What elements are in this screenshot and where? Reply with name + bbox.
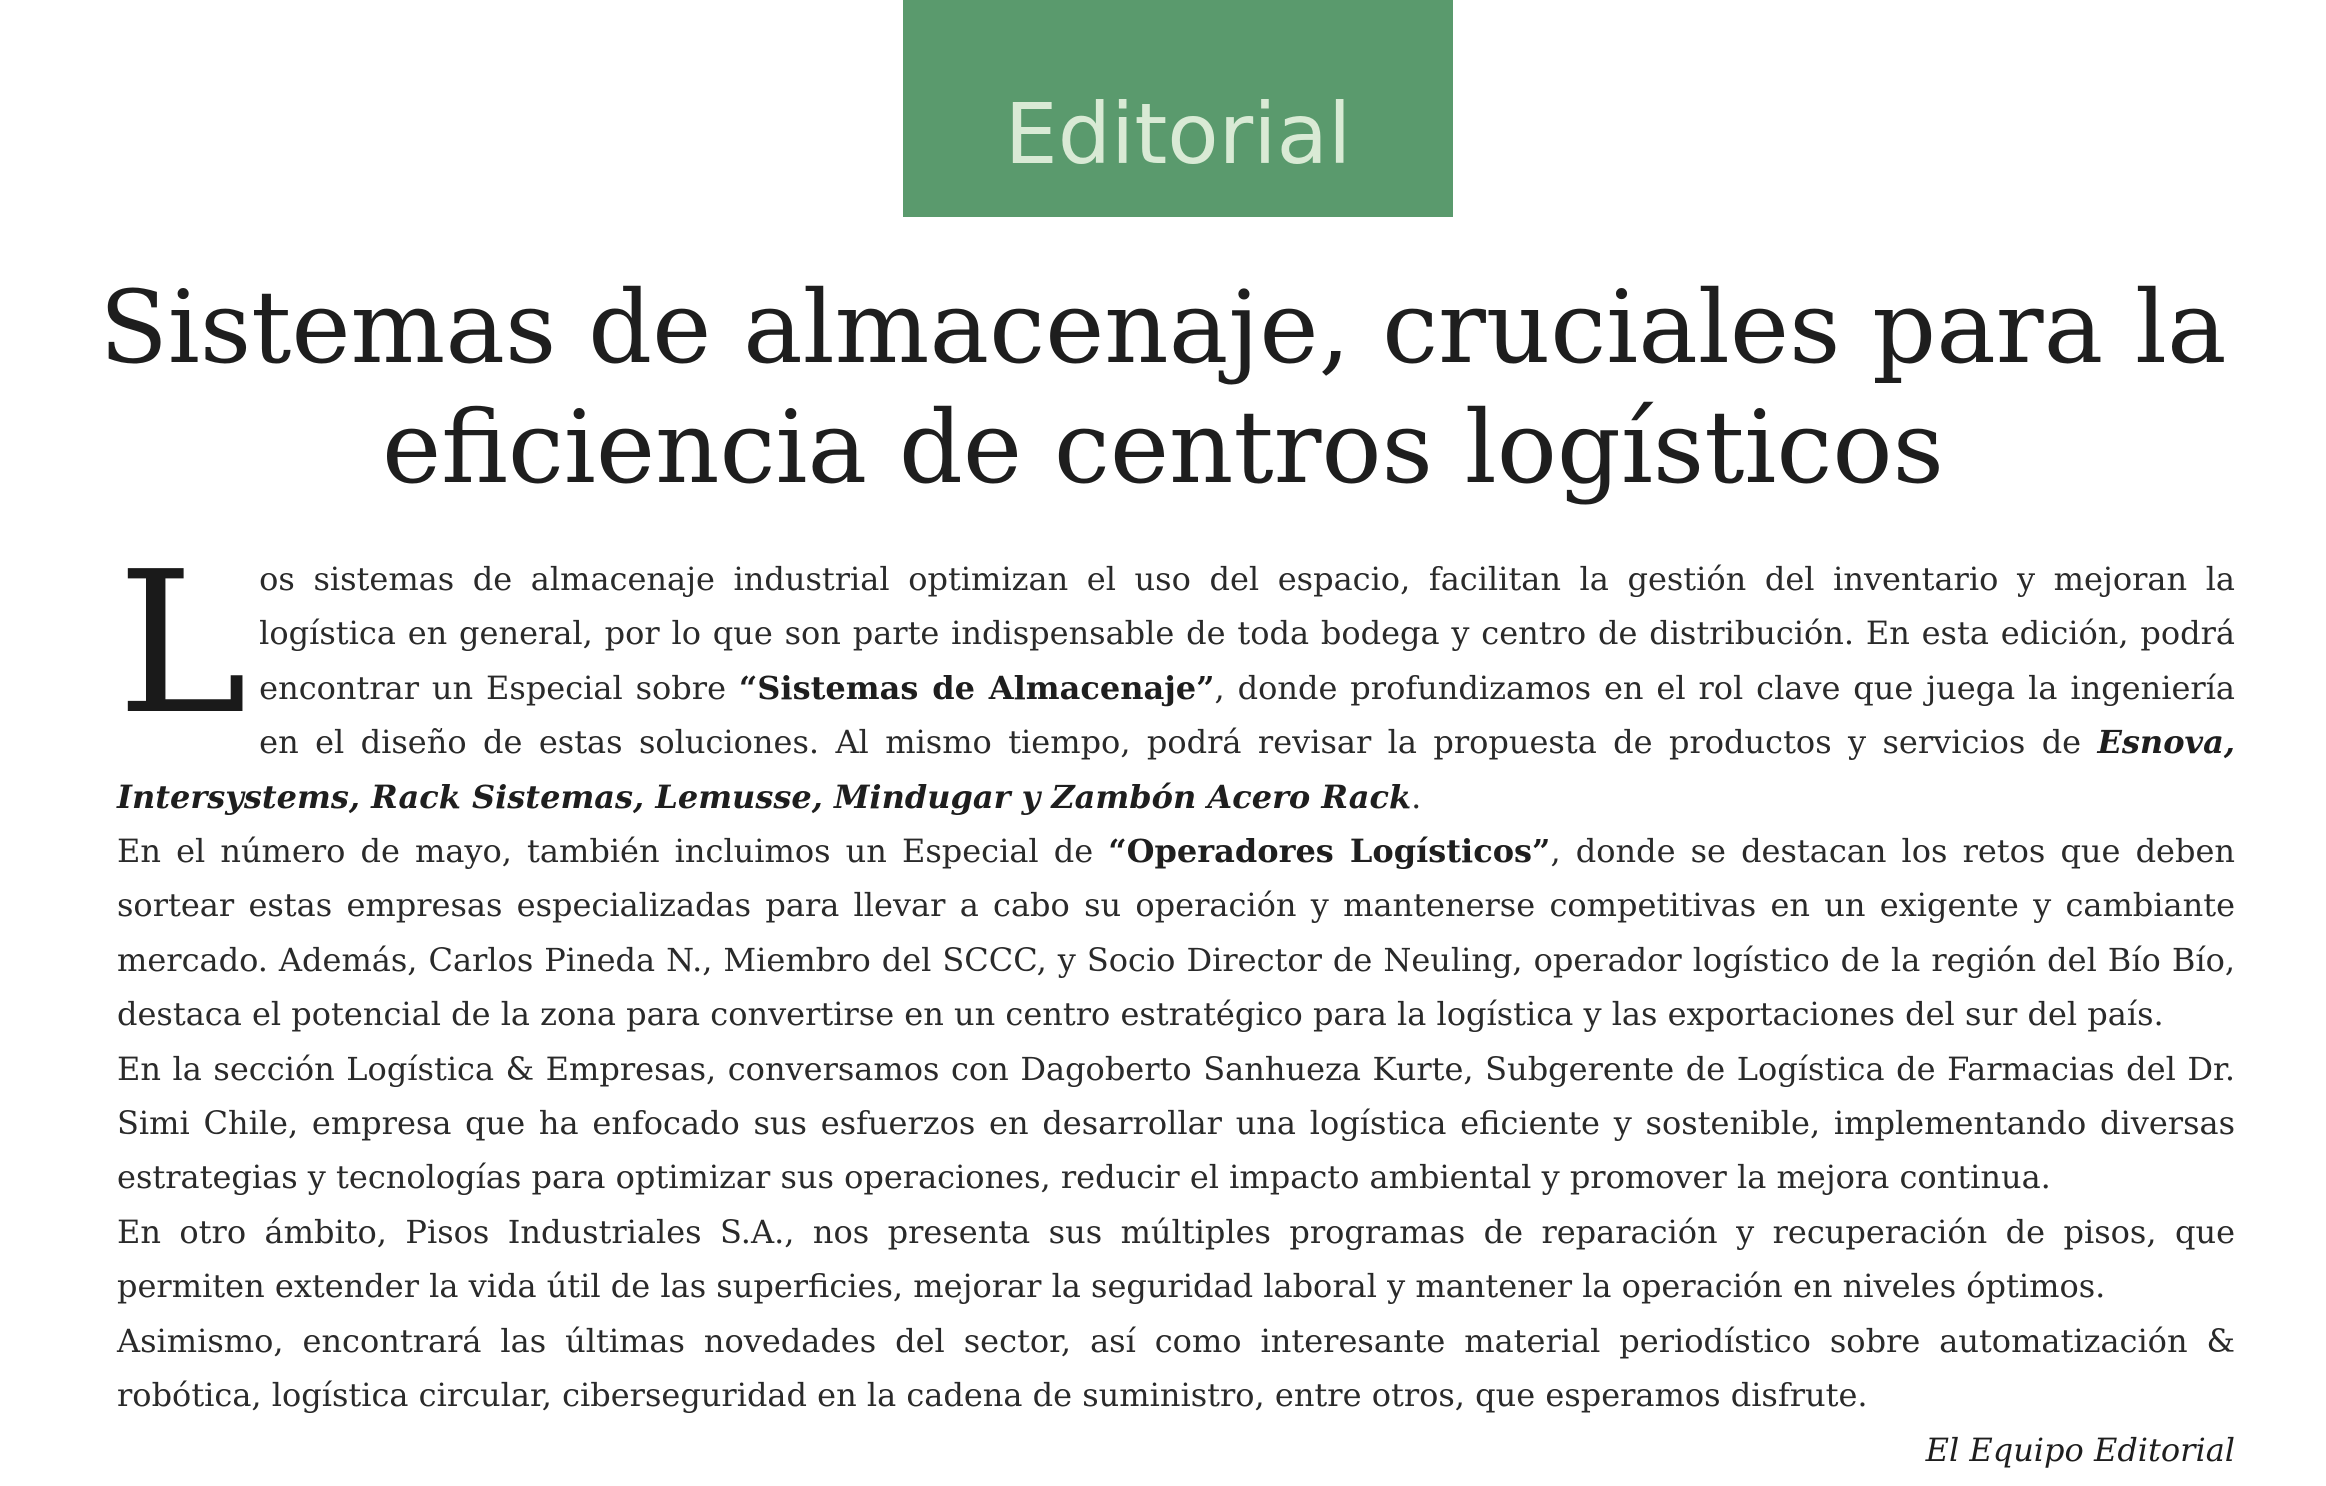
article-body	[117, 530, 2236, 1477]
paragraph-operators-text-1: En el número de mayo, también incluimos un Especial de	[117, 832, 1109, 871]
paragraph-operators	[117, 824, 2235, 1042]
special-storage-title: “Sistemas de Almacenaje”	[738, 668, 1215, 707]
signature: El Equipo Editorial	[1925, 1430, 2235, 1469]
paragraph-intro-text-1: os sistemas de almacenaje industrial optimizan el uso del espacio, facilitan la gestión del inventario y mejoran la logística en general, por lo que son parte indispensable de toda bodega y centro de distribución. En esta edición, podrá encontrar un Especial sobre	[259, 560, 2235, 707]
section-tab	[903, 0, 1453, 217]
paragraph-interview: En la sección Logística & Empresas, conversamos con Dagoberto Sanhueza Kurte, Subgerente de Logística de Farmacias del Dr. Simi Chile, empresa que ha enfocado sus esfuerzos en desarrollar una logística eficiente y sostenible, implementando diversas estrategias y tecnologías para optimizar sus operaciones, reducir el impacto ambiental y promover la mejora continua.	[117, 1049, 2235, 1197]
special-operators-title: “Operadores Logísticos”	[1108, 832, 1551, 871]
paragraph-intro-text-2: , donde profundizamos en el rol clave que juega la ingeniería en el diseño de estas soluciones. Al mismo tiempo, podrá revisar la propuesta de productos y servicios de	[259, 668, 2235, 762]
section-label: Editorial	[1004, 84, 1352, 183]
article-headline	[80, 268, 2246, 508]
paragraph-floors: En otro ámbito, Pisos Industriales S.A., nos presenta sus múltiples programas de reparación y recuperación de pisos, que permiten extender la vida útil de las superficies, mejorar la seguridad laboral y mantener la operación en niveles óptimos.	[117, 1212, 2235, 1306]
drop-cap: L	[117, 530, 248, 758]
paragraph-operators-text-2: , donde se destacan los retos que deben sortear estas empresas especializadas para llevar a cabo su operación y mantenerse competitivas en un exigente y cambiante mercado. Además, Carlos Pineda N., Miembro del SCCC, y Socio Director de Neuling, operador logístico de la región del Bío Bío, destaca el potencial de la zona para convertirse en un centro estratégico para la logística y las exportaciones del sur del país.	[117, 832, 2236, 1034]
headline-line-1: Sistemas de almacenaje, cruciales para la	[99, 269, 2227, 386]
paragraph-closing: Asimismo, encontrará las últimas novedades del sector, así como interesante material periodístico sobre automatización & robótica, logística circular, ciberseguridad en la cadena de suministro, entre otros, que esperamos disfrute.	[117, 1321, 2235, 1415]
company-list: Esnova, Intersystems, Rack Sistemas, Lemusse, Mindugar y Zambón Acero Rack	[117, 723, 2235, 816]
paragraph-intro	[117, 530, 2235, 824]
headline-line-2: eficiencia de centros logísticos	[382, 389, 1944, 506]
paragraph-intro-text-3: .	[1411, 777, 1422, 816]
